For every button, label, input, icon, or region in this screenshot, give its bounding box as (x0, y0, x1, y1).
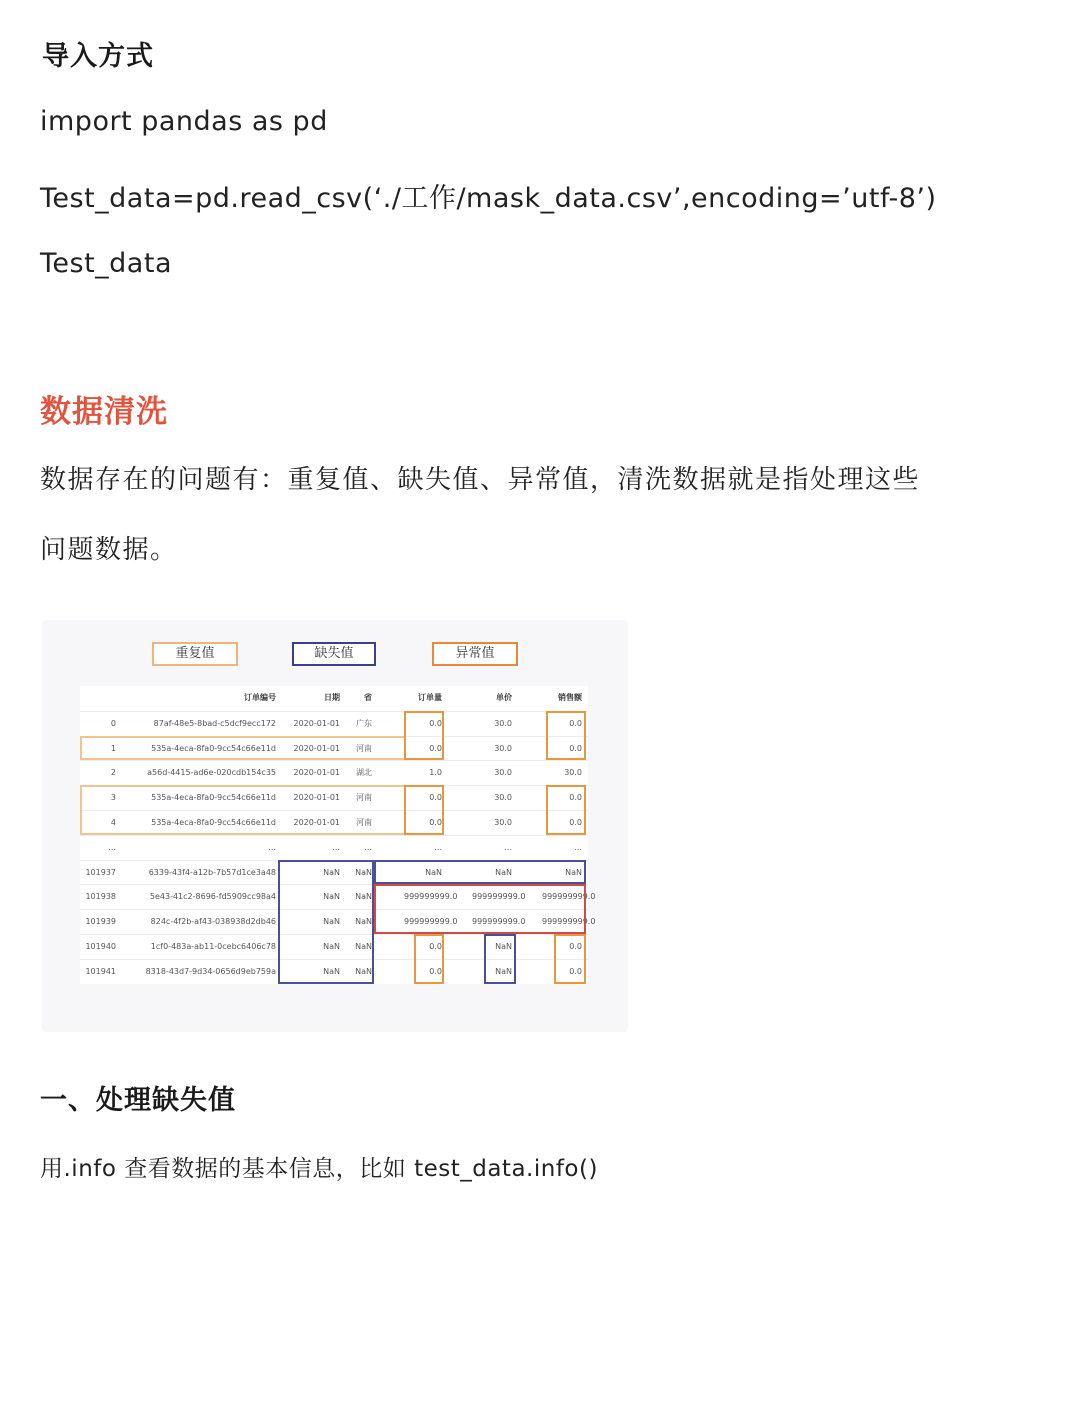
table-cell: 30.0 (494, 743, 512, 753)
code-line-import: import pandas as pd (40, 106, 328, 137)
table-cell: 0.0 (569, 818, 582, 827)
table-header-cell: 单价 (496, 693, 512, 702)
table-cell: a56d-4415-ad6e-020cdb154c35 (147, 768, 276, 778)
table-header-cell: 省 (364, 693, 372, 702)
table-cell: 535a-4eca-8fa0-9cc54c66e11d (151, 818, 276, 827)
table-cell: 101939 (85, 917, 116, 927)
table-cell: 2020-01-01 (293, 743, 340, 753)
table-cell: 广东 (356, 718, 372, 728)
table-cell: 101940 (85, 942, 116, 951)
table-cell: ... (364, 842, 372, 852)
table-cell: ... (268, 842, 276, 852)
table-cell: 0.0 (569, 718, 582, 728)
table-cell: 8318-43d7-9d34-0656d9eb759a (145, 966, 276, 976)
table-row (80, 860, 588, 885)
table-cell: 87af-48e5-8bad-c5dcf9ecc172 (153, 718, 276, 728)
table-cell: NaN (323, 892, 340, 902)
table-row (80, 835, 588, 860)
data-issues-figure (42, 620, 628, 1032)
table-cell: 4 (110, 818, 116, 827)
table-cell: 999999999.0 (404, 892, 458, 902)
info-method-text: 用.info 查看数据的基本信息，比如 test_data.info() (40, 1156, 598, 1182)
table-cell: NaN (565, 867, 582, 877)
table-row (80, 884, 596, 909)
code-line-read-csv: Test_data=pd.read_csv(‘./工作/mask_data.csv’,encoding=’utf-8’) (40, 183, 937, 214)
table-cell: 河南 (356, 743, 372, 753)
table-cell: 824c-4f2b-af43-038938d2db46 (150, 917, 276, 927)
table-cell: 0.0 (429, 966, 442, 976)
table-row (80, 736, 588, 761)
table-cell: 535a-4eca-8fa0-9cc54c66e11d (151, 743, 276, 753)
table-cell: NaN (355, 942, 372, 951)
table-cell: 3 (110, 793, 116, 803)
section-heading-import: 导入方式 (42, 41, 154, 72)
table-cell: NaN (495, 942, 512, 951)
table-cell: 5e43-41c2-8696-fd5909cc98a4 (149, 892, 276, 902)
table-cell: 河南 (356, 793, 372, 803)
table-cell: 2020-01-01 (293, 818, 340, 827)
paragraph-line-1: 数据存在的问题有：重复值、缺失值、异常值，清洗数据就是指处理这些 (40, 465, 921, 495)
table-cell: 30.0 (494, 768, 512, 778)
table-cell: 101941 (85, 966, 116, 976)
table-cell: 河南 (356, 818, 372, 827)
paragraph-line-2: 问题数据。 (40, 535, 178, 565)
table-cell: 999999999.0 (472, 917, 526, 927)
legend-missing: 缺失值 (292, 642, 376, 666)
table-header-cell: 订单量 (418, 693, 442, 702)
table-cell: NaN (495, 867, 512, 877)
table-cell: ... (108, 842, 116, 852)
table-cell: 999999999.0 (404, 917, 458, 927)
table-cell: 1.0 (429, 768, 442, 778)
table-row (80, 711, 588, 736)
table-row (80, 810, 588, 835)
table-cell: NaN (425, 867, 442, 877)
table-cell: 0.0 (569, 942, 582, 951)
legend-outlier: 异常值 (432, 642, 518, 666)
table-row (80, 760, 588, 785)
table-row (80, 959, 588, 984)
table-header-cell: 销售额 (558, 693, 582, 702)
table-cell: 2020-01-01 (293, 768, 340, 778)
table-cell: NaN (323, 867, 340, 877)
table-cell: 0.0 (569, 793, 582, 803)
table-cell: 30.0 (494, 718, 512, 728)
table-row (80, 785, 588, 810)
table-cell: 0.0 (429, 793, 442, 803)
legend-duplicate: 重复值 (152, 642, 238, 666)
table-row (80, 909, 596, 934)
table-cell: 1 (110, 743, 116, 753)
table-cell: NaN (323, 917, 340, 927)
table-cell: 2 (110, 768, 116, 778)
table-cell: 湖北 (356, 768, 372, 778)
table-cell: 30.0 (494, 793, 512, 803)
data-table (80, 686, 596, 984)
table-cell: 999999999.0 (472, 892, 526, 902)
table-header-row (80, 686, 588, 711)
table-cell: 0.0 (569, 743, 582, 753)
table-cell: 0.0 (429, 743, 442, 753)
code-line-test-data: Test_data (40, 248, 172, 279)
table-cell: 535a-4eca-8fa0-9cc54c66e11d (151, 793, 276, 803)
table-cell: 999999999.0 (542, 917, 596, 927)
table-cell: 2020-01-01 (293, 718, 340, 728)
table-cell: 999999999.0 (542, 892, 596, 902)
table-cell: NaN (323, 966, 340, 976)
table-cell: NaN (355, 892, 372, 902)
table-row (80, 934, 588, 959)
table-cell: NaN (355, 917, 372, 927)
table-cell: 0 (110, 718, 116, 728)
table-header-cell: 订单编号 (244, 693, 276, 702)
table-cell: ... (434, 842, 442, 852)
table-cell: 0.0 (429, 942, 442, 951)
table-cell: 0.0 (569, 966, 582, 976)
table-cell: 0.0 (429, 818, 442, 827)
table-cell: 101938 (85, 892, 116, 902)
table-cell: 2020-01-01 (293, 793, 340, 803)
section-heading-data-cleaning: 数据清洗 (40, 394, 168, 430)
table-cell: 30.0 (494, 818, 512, 827)
table-cell: 1cf0-483a-ab11-0cebc6406c78 (150, 942, 276, 951)
table-cell: NaN (323, 942, 340, 951)
table-cell: NaN (495, 966, 512, 976)
table-cell: 30.0 (564, 768, 582, 778)
table-cell: NaN (355, 867, 372, 877)
table-cell: NaN (355, 966, 372, 976)
table-cell: 0.0 (429, 718, 442, 728)
table-cell: 6339-43f4-a12b-7b57d1ce3a48 (148, 867, 276, 877)
table-cell: ... (332, 842, 340, 852)
table-cell: ... (504, 842, 512, 852)
table-header-cell: 日期 (324, 693, 340, 702)
table-cell: ... (574, 842, 582, 852)
table-cell: 101937 (85, 867, 116, 877)
section-heading-missing-values: 一、处理缺失值 (40, 1085, 236, 1116)
table-header-cell (80, 686, 116, 710)
